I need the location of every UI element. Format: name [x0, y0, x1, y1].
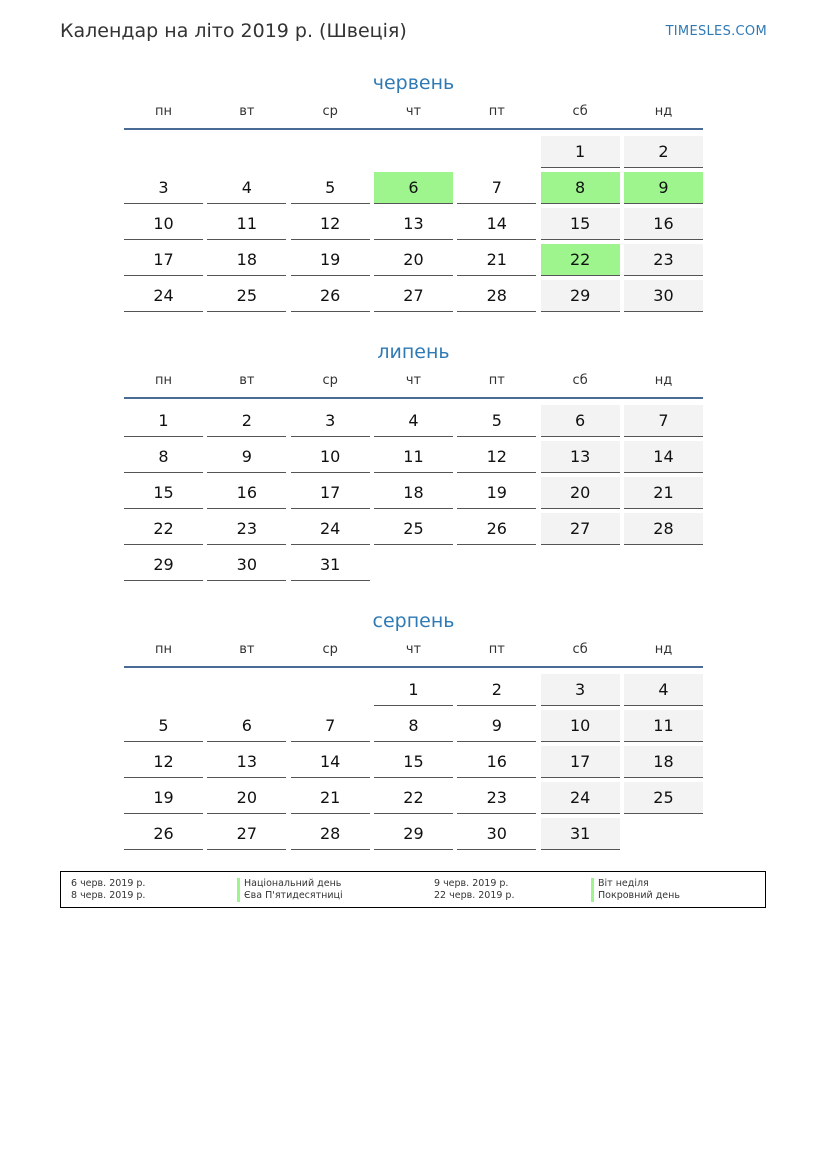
empty-cell — [291, 674, 370, 706]
day-cell: 17 — [291, 477, 370, 509]
day-cell: 12 — [291, 208, 370, 240]
day-cell: 19 — [291, 244, 370, 276]
day-cell: 17 — [541, 746, 620, 778]
day-cell: 6 — [207, 710, 286, 742]
holiday-day-cell: 9 — [624, 172, 703, 204]
day-cell: 18 — [374, 477, 453, 509]
day-cell: 25 — [374, 513, 453, 545]
day-cell: 4 — [624, 674, 703, 706]
day-cell: 14 — [624, 441, 703, 473]
day-cell: 6 — [541, 405, 620, 437]
day-cell: 27 — [541, 513, 620, 545]
day-cell: 19 — [457, 477, 536, 509]
day-cell: 16 — [207, 477, 286, 509]
day-cell: 30 — [457, 818, 536, 850]
weekday-label: ср — [322, 372, 338, 388]
day-cell: 4 — [207, 172, 286, 204]
day-cell: 9 — [207, 441, 286, 473]
day-cell: 21 — [291, 782, 370, 814]
holiday-day-cell: 8 — [541, 172, 620, 204]
day-cell: 10 — [291, 441, 370, 473]
day-cell: 31 — [541, 818, 620, 850]
day-cell: 26 — [124, 818, 203, 850]
day-cell: 25 — [624, 782, 703, 814]
day-cell: 4 — [374, 405, 453, 437]
day-cell: 5 — [124, 710, 203, 742]
day-cell: 12 — [457, 441, 536, 473]
day-cell: 20 — [541, 477, 620, 509]
day-cell: 28 — [291, 818, 370, 850]
empty-cell — [291, 136, 370, 168]
day-cell: 5 — [291, 172, 370, 204]
day-cell: 18 — [207, 244, 286, 276]
day-cell: 19 — [124, 782, 203, 814]
weekday-label: сб — [572, 372, 588, 388]
day-cell: 29 — [541, 280, 620, 312]
day-cell: 17 — [124, 244, 203, 276]
day-cell: 7 — [291, 710, 370, 742]
weekday-label: сб — [572, 103, 588, 119]
day-cell: 27 — [374, 280, 453, 312]
month-name: липень — [377, 341, 450, 363]
header-divider — [124, 128, 703, 130]
day-cell: 11 — [624, 710, 703, 742]
weekday-label: сб — [572, 641, 588, 657]
empty-cell — [124, 136, 203, 168]
day-grid — [124, 405, 703, 581]
day-cell: 29 — [124, 549, 203, 581]
day-cell: 27 — [207, 818, 286, 850]
day-cell: 24 — [541, 782, 620, 814]
weekday-label: пн — [155, 103, 172, 119]
month-name: червень — [372, 72, 455, 94]
weekday-label: нд — [654, 372, 673, 388]
weekday-label: нд — [654, 103, 673, 119]
day-cell: 2 — [624, 136, 703, 168]
day-cell: 2 — [207, 405, 286, 437]
weekday-label: ср — [322, 103, 338, 119]
weekday-label: вт — [239, 103, 255, 119]
day-cell: 2 — [457, 674, 536, 706]
empty-cell — [207, 674, 286, 706]
weekday-header — [124, 98, 703, 124]
day-grid — [124, 136, 703, 312]
day-cell: 30 — [207, 549, 286, 581]
day-cell: 3 — [541, 674, 620, 706]
weekday-label: пт — [488, 103, 505, 119]
day-cell: 24 — [124, 280, 203, 312]
legend-holiday-name: Єва П'ятидесятниці — [237, 890, 343, 902]
weekday-label: вт — [239, 372, 255, 388]
weekday-label: чт — [405, 103, 422, 119]
header-divider — [124, 397, 703, 399]
weekday-label: вт — [239, 641, 255, 657]
day-cell: 5 — [457, 405, 536, 437]
holiday-day-cell: 6 — [374, 172, 453, 204]
weekday-label: чт — [405, 641, 422, 657]
day-cell: 14 — [291, 746, 370, 778]
day-cell: 15 — [374, 746, 453, 778]
day-cell: 1 — [541, 136, 620, 168]
legend-date: 6 черв. 2019 р. — [71, 878, 146, 889]
day-cell: 12 — [124, 746, 203, 778]
day-cell: 28 — [457, 280, 536, 312]
day-cell: 8 — [124, 441, 203, 473]
day-cell: 21 — [457, 244, 536, 276]
day-cell: 21 — [624, 477, 703, 509]
legend-holiday-name: Віт неділя — [591, 878, 649, 890]
legend-date: 9 черв. 2019 р. — [434, 878, 509, 889]
day-cell: 15 — [124, 477, 203, 509]
day-cell: 25 — [207, 280, 286, 312]
legend-holiday-name: Покровний день — [591, 890, 680, 902]
empty-cell — [457, 136, 536, 168]
day-cell: 22 — [124, 513, 203, 545]
weekday-label: чт — [405, 372, 422, 388]
weekday-header — [124, 636, 703, 662]
weekday-label: пт — [488, 372, 505, 388]
day-cell: 16 — [624, 208, 703, 240]
weekday-label: пт — [488, 641, 505, 657]
weekday-header — [124, 367, 703, 393]
day-cell: 23 — [457, 782, 536, 814]
month-block — [124, 337, 703, 581]
weekday-label: пн — [155, 372, 172, 388]
weekday-label: пн — [155, 641, 172, 657]
day-cell: 16 — [457, 746, 536, 778]
site-name[interactable]: TIMESLES.COM — [665, 24, 767, 39]
day-cell: 10 — [541, 710, 620, 742]
holiday-day-cell: 22 — [541, 244, 620, 276]
day-cell: 23 — [207, 513, 286, 545]
day-cell: 18 — [624, 746, 703, 778]
legend-holiday-name: Національний день — [237, 878, 341, 890]
day-cell: 15 — [541, 208, 620, 240]
page-title: Календар на літо 2019 р. (Швеція) — [60, 20, 407, 42]
day-cell: 7 — [457, 172, 536, 204]
day-cell: 26 — [457, 513, 536, 545]
empty-cell — [124, 674, 203, 706]
day-cell: 7 — [624, 405, 703, 437]
legend-date: 22 черв. 2019 р. — [434, 890, 515, 901]
weekday-label: нд — [654, 641, 673, 657]
day-cell: 1 — [374, 674, 453, 706]
day-cell: 13 — [207, 746, 286, 778]
day-cell: 10 — [124, 208, 203, 240]
day-cell: 22 — [374, 782, 453, 814]
day-cell: 8 — [374, 710, 453, 742]
day-cell: 11 — [374, 441, 453, 473]
day-cell: 1 — [124, 405, 203, 437]
day-cell: 14 — [457, 208, 536, 240]
day-cell: 3 — [124, 172, 203, 204]
header-divider — [124, 666, 703, 668]
day-cell: 30 — [624, 280, 703, 312]
month-name: серпень — [372, 610, 455, 632]
day-cell: 20 — [374, 244, 453, 276]
day-cell: 13 — [374, 208, 453, 240]
day-cell: 3 — [291, 405, 370, 437]
day-cell: 20 — [207, 782, 286, 814]
month-block — [124, 68, 703, 312]
day-cell: 28 — [624, 513, 703, 545]
day-grid — [124, 674, 703, 850]
day-cell: 11 — [207, 208, 286, 240]
empty-cell — [207, 136, 286, 168]
day-cell: 31 — [291, 549, 370, 581]
empty-cell — [374, 136, 453, 168]
legend-date: 8 черв. 2019 р. — [71, 890, 146, 901]
day-cell: 24 — [291, 513, 370, 545]
day-cell: 9 — [457, 710, 536, 742]
month-block — [124, 606, 703, 850]
day-cell: 26 — [291, 280, 370, 312]
day-cell: 23 — [624, 244, 703, 276]
day-cell: 29 — [374, 818, 453, 850]
day-cell: 13 — [541, 441, 620, 473]
holiday-legend — [60, 871, 766, 908]
weekday-label: ср — [322, 641, 338, 657]
